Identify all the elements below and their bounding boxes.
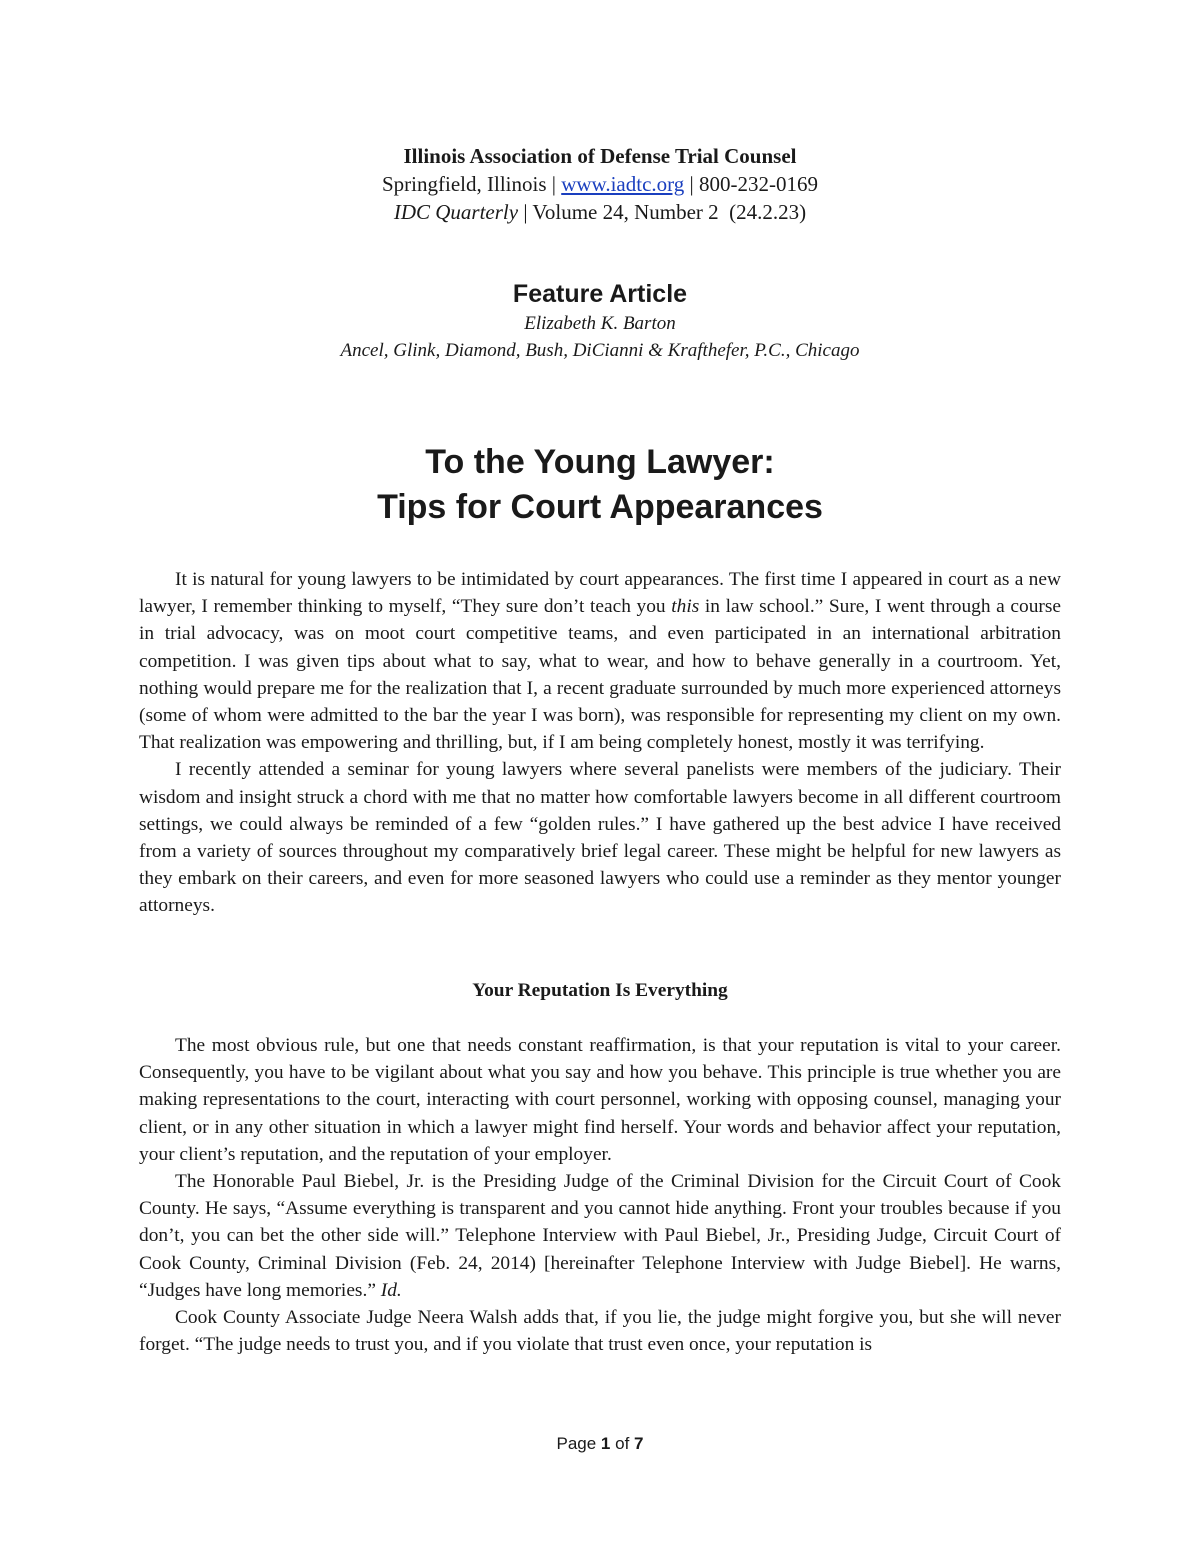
separator: | xyxy=(684,172,699,196)
publication-name: IDC Quarterly xyxy=(393,200,519,224)
title-line-2: Tips for Court Appearances xyxy=(377,488,823,526)
feature-label: Feature Article xyxy=(512,280,688,308)
citation-text: Id. xyxy=(380,1279,402,1301)
author-name: Elizabeth K. Barton xyxy=(524,313,676,334)
page-total: 7 xyxy=(634,1434,644,1453)
separator: | xyxy=(546,172,562,196)
text-run: in law school.” Sure, I went through a course in trial advocacy, was on moot court competitive teams, and even participated in an international arbitration competition. I was given tips about what to say, what to wear, and how to behave generally in a courtroom. Yet, nothing would prepare me for the realization that I, a recent graduate surrounded by much more experienced attorneys (some of whom were admitted to the bar the year I was born), was responsible for representing my client on my own. That realization was empowering and thrilling, but, if I am being completely honest, mostly it was terrifying. xyxy=(139,596,1061,754)
issue-code: (24.2.23) xyxy=(729,200,807,224)
publication-line xyxy=(0,198,1200,226)
section-heading: Your Reputation Is Everything xyxy=(472,980,728,1001)
separator: | xyxy=(518,200,533,224)
intro-paragraph-1 xyxy=(139,566,1061,756)
page-footer xyxy=(0,1432,1200,1456)
section-paragraph-1: The most obvious rule, but one that needs constant reaffirmation, is that your reputation is vital to your career. Consequently, you have to be vigilant about what you say and how you behave. This principle is true whether you are making representations to the court, interacting with court personnel, working with opposing counsel, managing your client, or in any other situation in which a lawyer might find herself. Your words and behavior affect your reputation, your client’s reputation, and the reputation of your employer. xyxy=(139,1035,1061,1165)
page-word: Page xyxy=(556,1434,597,1453)
contact-line xyxy=(0,170,1200,198)
masthead xyxy=(0,142,1200,226)
of-word: of xyxy=(615,1434,630,1453)
page-number: 1 xyxy=(600,1434,611,1453)
issue-info: Volume 24, Number 2 xyxy=(532,200,719,224)
author-firm: Ancel, Glink, Diamond, Bush, DiCianni & Krafthefer, P.C., Chicago xyxy=(340,340,860,361)
feature-block xyxy=(0,278,1200,364)
text-run: The Honorable Paul Biebel, Jr. is the Presiding Judge of the Criminal Division for the Circuit Court of Cook County. He says, “Assume everything is transparent and you cannot hide anything. Front your troubles because if you don’t, you can bet the other side will.” Telephone Interview with Paul Biebel, Jr., Presiding Judge, Circuit Court of Cook County, Criminal Division (Feb. 24, 2014) [hereinafter Telephone Interview with Judge Biebel]. He warns, “Judges have long memories.” xyxy=(139,1171,1061,1301)
section-body xyxy=(139,1032,1061,1358)
intro-body xyxy=(139,566,1061,920)
city: Springfield, Illinois xyxy=(382,172,547,196)
section-paragraph-3: Cook County Associate Judge Neera Walsh adds that, if you lie, the judge might forgive you, but she will never forget. “The judge needs to trust you, and if you violate that trust even once, your reputation is xyxy=(139,1307,1061,1356)
text-run: It is natural for young lawyers to be intimidated by court appearances. The first time I appeared in court as a new lawyer, I remember thinking to myself, “They sure don’t teach you xyxy=(139,569,1061,618)
title-line-1: To the Young Lawyer: xyxy=(425,443,775,481)
intro-paragraph-2: I recently attended a seminar for young lawyers where several panelists were members of the judiciary. Their wisdom and insight struck a chord with me that no matter how comfortable lawyers become in all different courtroom settings, we could always be reminded of a few “golden rules.” I have gathered up the best advice I have received from a variety of sources throughout my comparatively brief legal career. These might be helpful for new lawyers as they embark on their careers, and even for more seasoned lawyers who could use a reminder as they mentor younger attorneys. xyxy=(139,759,1061,917)
article-title xyxy=(0,440,1200,530)
emphasis-text: this xyxy=(671,596,700,618)
organization-name: Illinois Association of Defense Trial Counsel xyxy=(403,144,797,168)
phone-number: 800-232-0169 xyxy=(699,172,818,196)
section-paragraph-2 xyxy=(139,1168,1061,1304)
website-link[interactable]: www.iadtc.org xyxy=(561,172,685,196)
